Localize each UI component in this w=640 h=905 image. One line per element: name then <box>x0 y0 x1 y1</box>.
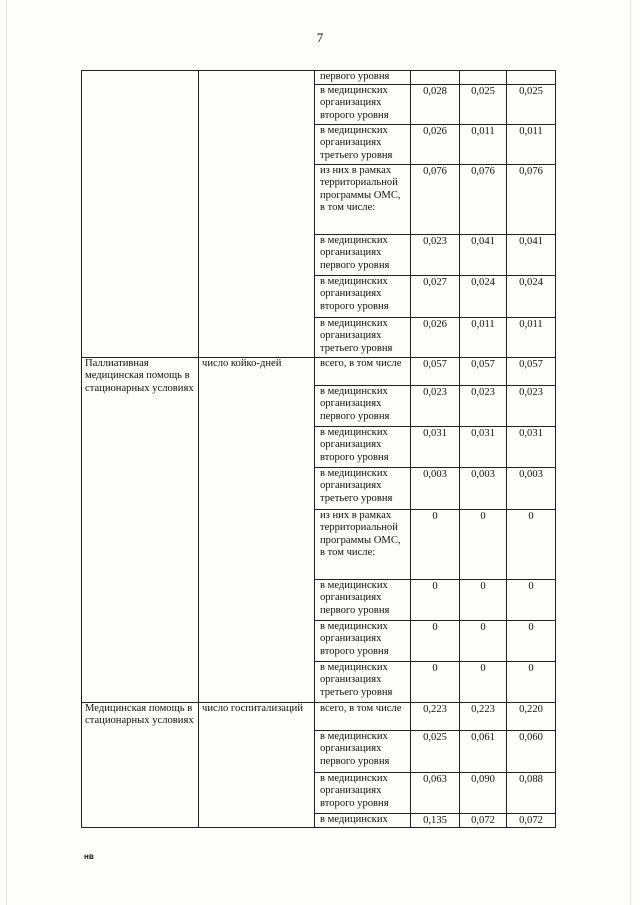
value-cell-year-1: 0 <box>411 662 460 703</box>
value-cell-year-2: 0 <box>460 580 507 621</box>
value-cell-year-3: 0,003 <box>507 468 556 510</box>
level-description-cell: в медицинских организациях второго уровня <box>315 621 411 662</box>
value-cell-year-2: 0,031 <box>460 427 507 468</box>
value-cell-year-2: 0 <box>460 662 507 703</box>
care-type-cell: Паллиативная медицинская помощь в стационарных условиях <box>82 358 199 703</box>
value-cell-year-1: 0,076 <box>411 165 460 235</box>
value-cell-year-1: 0,027 <box>411 276 460 318</box>
level-description-cell: в медицинских организациях первого уровня <box>315 386 411 427</box>
indicators-table <box>81 70 556 828</box>
value-cell-year-3: 0,011 <box>507 125 556 165</box>
level-description-cell: из них в рамках территориальной программы ОМС, в том числе: <box>315 165 411 235</box>
value-cell-year-3: 0,023 <box>507 386 556 427</box>
level-description-cell: в медицинских организациях второго уровня <box>315 85 411 125</box>
level-description-cell: всего, в том числе <box>315 703 411 731</box>
level-description-cell: в медицинских организациях второго уровня <box>315 427 411 468</box>
value-cell-year-1: 0,026 <box>411 125 460 165</box>
value-cell-year-2: 0,023 <box>460 386 507 427</box>
level-description-cell: в медицинских организациях первого уровня <box>315 580 411 621</box>
table-body <box>82 71 556 828</box>
value-cell-year-2 <box>460 71 507 85</box>
table-row <box>82 71 556 85</box>
value-cell-year-1: 0,023 <box>411 386 460 427</box>
level-description-cell: в медицинских организациях первого уровня <box>315 731 411 773</box>
value-cell-year-2: 0,011 <box>460 318 507 358</box>
unit-cell <box>199 71 315 358</box>
level-description-cell: всего, в том числе <box>315 358 411 386</box>
value-cell-year-2: 0,003 <box>460 468 507 510</box>
value-cell-year-3: 0 <box>507 580 556 621</box>
value-cell-year-3: 0,057 <box>507 358 556 386</box>
level-description-cell: в медицинских организациях третьего уровня <box>315 318 411 358</box>
value-cell-year-1: 0,026 <box>411 318 460 358</box>
value-cell-year-3: 0,041 <box>507 235 556 276</box>
value-cell-year-1: 0,057 <box>411 358 460 386</box>
value-cell-year-1 <box>411 71 460 85</box>
level-description-cell: в медицинских организациях третьего уровня <box>315 662 411 703</box>
value-cell-year-2: 0,223 <box>460 703 507 731</box>
value-cell-year-1: 0,003 <box>411 468 460 510</box>
value-cell-year-1: 0,028 <box>411 85 460 125</box>
value-cell-year-3: 0,072 <box>507 814 556 828</box>
table-row <box>82 703 556 731</box>
value-cell-year-3: 0 <box>507 510 556 580</box>
value-cell-year-1: 0,135 <box>411 814 460 828</box>
value-cell-year-2: 0,057 <box>460 358 507 386</box>
value-cell-year-2: 0,024 <box>460 276 507 318</box>
value-cell-year-3: 0,011 <box>507 318 556 358</box>
level-description-cell: в медицинских организациях третьего уровня <box>315 468 411 510</box>
table-row <box>82 358 556 386</box>
care-type-cell: Медицинская помощь в стационарных условиях <box>82 703 199 828</box>
value-cell-year-3: 0,031 <box>507 427 556 468</box>
value-cell-year-2: 0,076 <box>460 165 507 235</box>
value-cell-year-2: 0,072 <box>460 814 507 828</box>
value-cell-year-3 <box>507 71 556 85</box>
level-description-cell: в медицинских организациях второго уровня <box>315 276 411 318</box>
page-number: 7 <box>316 30 324 45</box>
value-cell-year-2: 0,011 <box>460 125 507 165</box>
value-cell-year-3: 0,060 <box>507 731 556 773</box>
value-cell-year-3: 0,088 <box>507 773 556 814</box>
unit-cell: число госпитализаций <box>199 703 315 828</box>
value-cell-year-1: 0,063 <box>411 773 460 814</box>
value-cell-year-2: 0,061 <box>460 731 507 773</box>
level-description-cell: из них в рамках территориальной программы ОМС, в том числе: <box>315 510 411 580</box>
scan-left-edge <box>6 0 7 905</box>
value-cell-year-2: 0,025 <box>460 85 507 125</box>
value-cell-year-2: 0 <box>460 510 507 580</box>
level-description-cell: в медицинских организациях первого уровня <box>315 235 411 276</box>
value-cell-year-3: 0,076 <box>507 165 556 235</box>
value-cell-year-2: 0,041 <box>460 235 507 276</box>
value-cell-year-1: 0,025 <box>411 731 460 773</box>
unit-cell: число койко-дней <box>199 358 315 703</box>
level-description-cell: в медицинских организациях третьего уровня <box>315 125 411 165</box>
care-type-cell <box>82 71 199 358</box>
level-description-cell: первого уровня <box>315 71 411 85</box>
value-cell-year-2: 0 <box>460 621 507 662</box>
footer-mark: нв <box>84 852 94 861</box>
scan-right-edge <box>630 0 631 905</box>
value-cell-year-3: 0,025 <box>507 85 556 125</box>
value-cell-year-2: 0,090 <box>460 773 507 814</box>
value-cell-year-1: 0,031 <box>411 427 460 468</box>
value-cell-year-3: 0,024 <box>507 276 556 318</box>
level-description-cell: в медицинских организациях второго уровня <box>315 773 411 814</box>
value-cell-year-1: 0,223 <box>411 703 460 731</box>
value-cell-year-3: 0,220 <box>507 703 556 731</box>
level-description-cell: в медицинских <box>315 814 411 828</box>
value-cell-year-3: 0 <box>507 621 556 662</box>
value-cell-year-1: 0,023 <box>411 235 460 276</box>
value-cell-year-3: 0 <box>507 662 556 703</box>
value-cell-year-1: 0 <box>411 580 460 621</box>
value-cell-year-1: 0 <box>411 621 460 662</box>
value-cell-year-1: 0 <box>411 510 460 580</box>
